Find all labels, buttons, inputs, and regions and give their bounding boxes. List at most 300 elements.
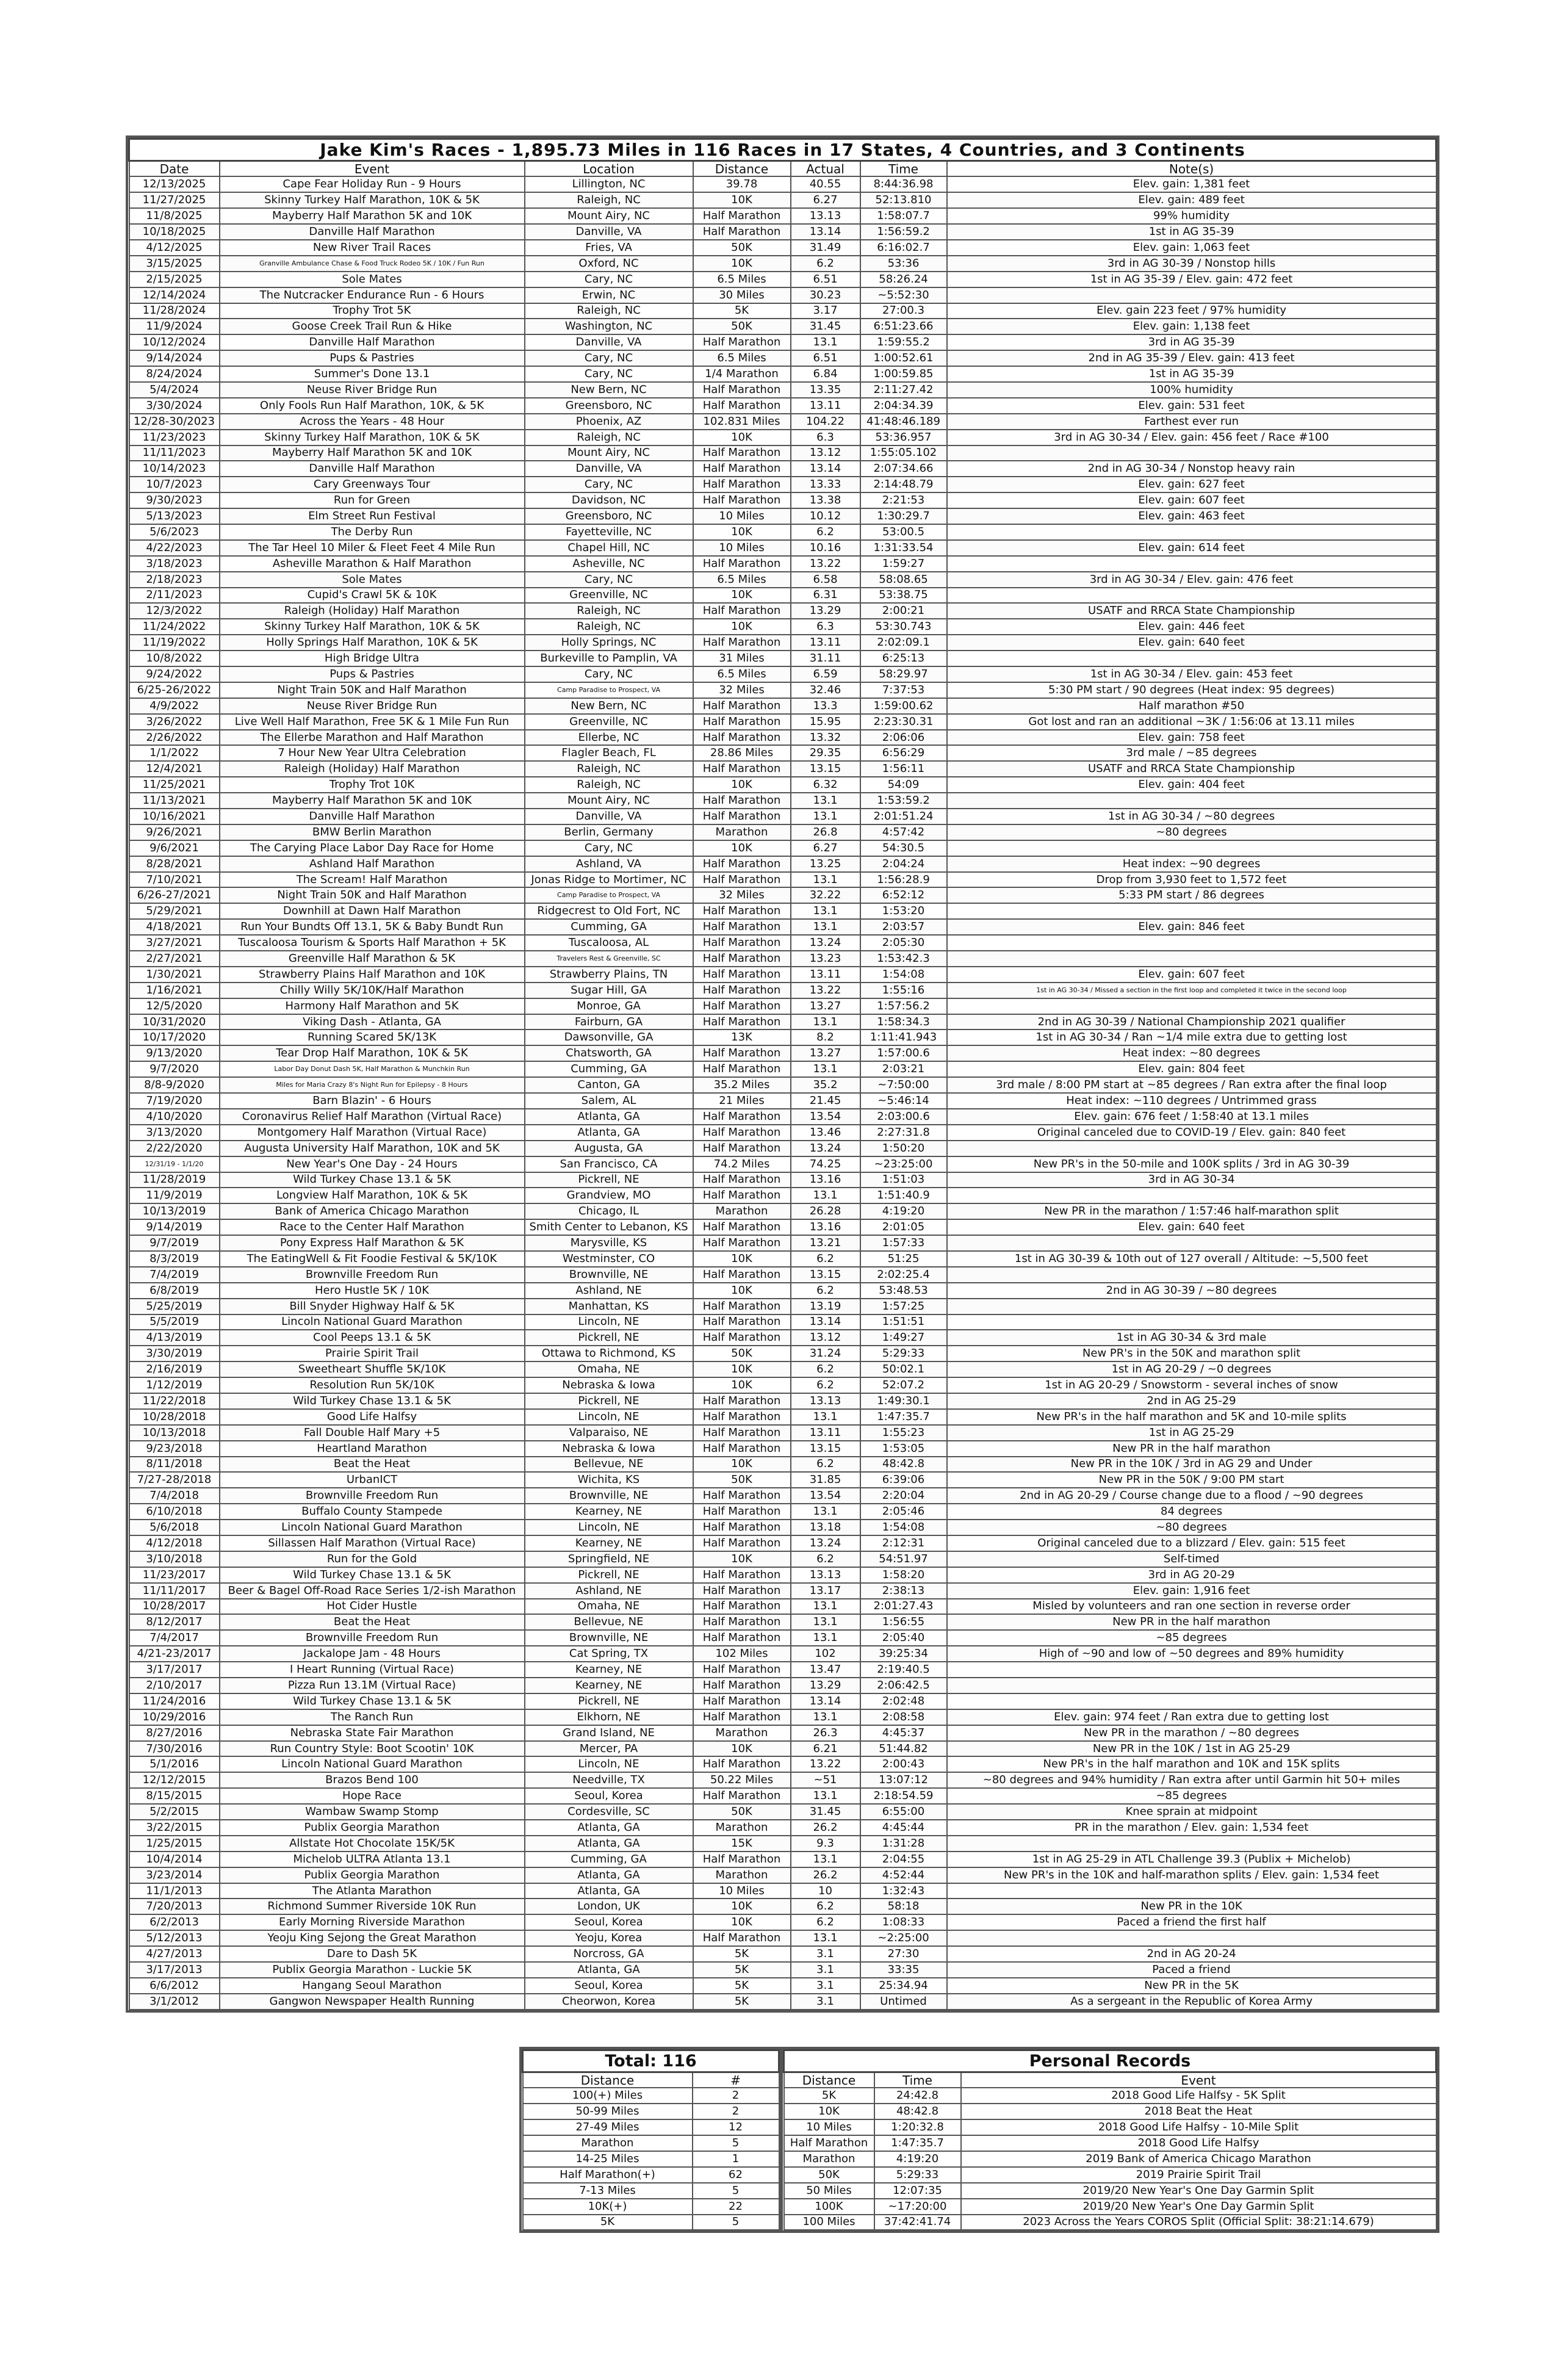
date-cell: 7/27-28/2018 [129,1472,220,1488]
race-row [129,1488,1436,1504]
notes-cell: Elev. gain: 404 feet [947,777,1436,793]
count-cell: 2 [693,2088,779,2104]
location-cell: Cary, NC [525,366,693,382]
date-cell: 10/13/2019 [129,1203,220,1219]
race-row [129,666,1436,682]
time-cell: 2:08:58 [860,1709,947,1725]
event-cell: Neuse River Bridge Run [220,382,525,398]
distance-cell: Half Marathon [693,935,791,951]
distance-cell: Half Marathon [693,1583,791,1599]
actual-cell: 13.22 [791,1756,860,1772]
notes-cell: USATF and RRCA State Championship [947,761,1436,777]
date-cell: 10/8/2022 [129,651,220,666]
actual-cell: 6.2 [791,1361,860,1377]
date-cell: 6/6/2012 [129,1978,220,1994]
date-cell: 3/26/2022 [129,714,220,730]
date-cell: 3/30/2019 [129,1346,220,1361]
notes-cell: 2nd in AG 20-24 [947,1946,1436,1962]
distance-cell: Marathon [693,1725,791,1741]
location-cell: Elkhorn, NE [525,1709,693,1725]
distance-category-cell: 5K [523,2215,693,2230]
time-cell: 2:06:42.5 [860,1678,947,1693]
race-row [129,366,1436,382]
distance-cell: 10K [693,619,791,635]
distance-cell: Half Marathon [693,1520,791,1535]
pr-time-cell: 1:20:32.8 [874,2119,961,2135]
date-cell: 12/12/2015 [129,1772,220,1788]
race-row [129,1820,1436,1836]
date-cell: 11/24/2016 [129,1693,220,1709]
distance-category-cell: 7-13 Miles [523,2183,693,2199]
date-cell: 2/18/2023 [129,572,220,588]
notes-cell: 2nd in AG 30-34 / Nonstop heavy rain [947,461,1436,477]
location-cell: Lincoln, NE [525,1520,693,1535]
notes-cell [947,1235,1436,1251]
race-row [129,1299,1436,1314]
totals-row [523,2119,779,2135]
race-row [129,224,1436,240]
actual-cell: 35.2 [791,1077,860,1093]
race-row [129,1109,1436,1125]
actual-cell: 6.51 [791,272,860,287]
notes-cell: Elev. gain: 804 feet [947,1061,1436,1077]
date-cell: 12/28-30/2023 [129,414,220,430]
time-cell: 1:51:40.9 [860,1188,947,1203]
race-row [129,777,1436,793]
notes-cell: 1st in AG 30-34 / ~80 degrees [947,809,1436,824]
race-row [129,809,1436,824]
location-cell: Raleigh, NC [525,761,693,777]
time-cell: 2:03:57 [860,919,947,935]
actual-cell: 10 [791,1883,860,1899]
actual-cell: 13.24 [791,1141,860,1156]
race-row [129,935,1436,951]
actual-cell: 13.12 [791,1330,860,1346]
event-cell: Cape Fear Holiday Run - 9 Hours [220,176,525,192]
date-cell: 5/6/2023 [129,524,220,540]
time-cell: 1:53:05 [860,1441,947,1457]
event-cell: Night Train 50K and Half Marathon [220,682,525,698]
location-cell: Nebraska & Iowa [525,1441,693,1457]
distance-cell: Half Marathon [693,1172,791,1188]
distance-cell: 6.5 Miles [693,350,791,366]
time-cell: 51:44.82 [860,1741,947,1757]
location-cell: Flagler Beach, FL [525,745,693,761]
time-cell: 52:07.2 [860,1377,947,1393]
distance-cell: Half Marathon [693,1141,791,1156]
date-cell: 11/24/2022 [129,619,220,635]
time-cell: 1:00:59.85 [860,366,947,382]
date-cell: 5/29/2021 [129,903,220,919]
time-cell: 6:16:02.7 [860,240,947,256]
distance-cell: Half Marathon [693,1045,791,1061]
totals-row [523,2199,779,2215]
distance-cell: 10K [693,192,791,208]
date-cell: 7/4/2019 [129,1267,220,1283]
time-cell: 1:00:52.61 [860,350,947,366]
time-cell: 6:39:06 [860,1472,947,1488]
distance-cell: 10K [693,1914,791,1930]
event-cell: The Nutcracker Endurance Run - 6 Hours [220,287,525,303]
race-row [129,303,1436,319]
actual-cell: ~51 [791,1772,860,1788]
event-cell: Live Well Half Marathon, Free 5K & 1 Mile Fun Run [220,714,525,730]
location-cell: Springfield, NE [525,1551,693,1567]
race-row [129,1061,1436,1077]
distance-cell: Half Marathon [693,872,791,888]
race-row [129,872,1436,888]
time-cell: 1:59:27 [860,556,947,572]
time-cell: 1:32:43 [860,1883,947,1899]
date-cell: 9/14/2024 [129,350,220,366]
race-row [129,1235,1436,1251]
location-cell: Canton, GA [525,1077,693,1093]
time-cell: 53:00.5 [860,524,947,540]
races-header-row [129,161,1436,177]
event-cell: Miles for Maria Crazy 8's Night Run for Epilepsy - 8 Hours [220,1077,525,1093]
location-cell: Kearney, NE [525,1662,693,1678]
actual-cell: 13.16 [791,1219,860,1235]
distance-cell: 35.2 Miles [693,1077,791,1093]
location-cell: Fries, VA [525,240,693,256]
pr-time-cell: 5:29:33 [874,2167,961,2183]
time-cell: 1:59:00.62 [860,698,947,714]
date-cell: 11/27/2025 [129,192,220,208]
personal-record-row [784,2151,1436,2167]
distance-cell: Half Marathon [693,1061,791,1077]
race-row [129,588,1436,604]
location-cell: Greensboro, NC [525,398,693,414]
pr-header-event: Event [961,2072,1436,2088]
location-cell: Westminster, CO [525,1251,693,1267]
race-row [129,1852,1436,1867]
event-cell: Race to the Center Half Marathon [220,1219,525,1235]
location-cell: Grand Island, NE [525,1725,693,1741]
date-cell: 9/24/2022 [129,666,220,682]
date-cell: 12/5/2020 [129,998,220,1014]
location-cell: Raleigh, NC [525,603,693,619]
date-cell: 11/28/2019 [129,1172,220,1188]
actual-cell: 6.27 [791,192,860,208]
distance-cell: Half Marathon [693,1788,791,1804]
location-cell: Travelers Rest & Greenville, SC [525,951,693,967]
distance-cell: 32 Miles [693,682,791,698]
race-row [129,1756,1436,1772]
distance-cell: 6.5 Miles [693,272,791,287]
notes-cell [947,935,1436,951]
date-cell: 2/26/2022 [129,730,220,746]
distance-cell: Half Marathon [693,903,791,919]
event-cell: I Heart Running (Virtual Race) [220,1662,525,1678]
pr-distance-cell: Half Marathon [784,2135,874,2151]
time-cell: 1:58:20 [860,1567,947,1583]
race-row [129,572,1436,588]
notes-cell: New PR in the 10K / 1st in AG 25-29 [947,1741,1436,1757]
time-cell: 1:55:05.102 [860,445,947,461]
location-cell: Ellerbe, NC [525,730,693,746]
date-cell: 11/22/2018 [129,1393,220,1409]
actual-cell: 10.12 [791,508,860,524]
race-row [129,603,1436,619]
location-cell: Cary, NC [525,666,693,682]
event-cell: The Derby Run [220,524,525,540]
location-cell: Danville, VA [525,461,693,477]
distance-cell: Half Marathon [693,1756,791,1772]
notes-cell [947,1188,1436,1203]
distance-category-cell: Half Marathon(+) [523,2167,693,2183]
date-cell: 7/20/2013 [129,1899,220,1914]
totals-row [523,2183,779,2199]
event-cell: Pups & Pastries [220,666,525,682]
date-cell: 10/29/2016 [129,1709,220,1725]
actual-cell: 10.16 [791,540,860,556]
date-cell: 12/31/19 - 1/1/20 [129,1156,220,1172]
event-cell: Early Morning Riverside Marathon [220,1914,525,1930]
event-cell: Wambaw Swamp Stomp [220,1804,525,1820]
time-cell: 1:58:07.7 [860,208,947,224]
time-cell: 2:05:30 [860,935,947,951]
notes-cell: 99% humidity [947,208,1436,224]
event-cell: The Atlanta Marathon [220,1883,525,1899]
notes-cell: 2nd in AG 25-29 [947,1393,1436,1409]
date-cell: 10/7/2023 [129,477,220,492]
time-cell: 53:36 [860,256,947,272]
distance-cell: Half Marathon [693,1235,791,1251]
totals-row [523,2088,779,2104]
notes-cell: Elev. gain: 463 feet [947,508,1436,524]
actual-cell: 13.35 [791,382,860,398]
date-cell: 2/15/2025 [129,272,220,287]
count-cell: 62 [693,2167,779,2183]
time-cell: 27:00.3 [860,303,947,319]
event-cell: Richmond Summer Riverside 10K Run [220,1899,525,1914]
distance-cell: Half Marathon [693,1709,791,1725]
race-row [129,272,1436,287]
distance-cell: 10K [693,1551,791,1567]
actual-cell: 13.1 [791,903,860,919]
time-cell: 7:37:53 [860,682,947,698]
date-cell: 3/30/2024 [129,398,220,414]
time-cell: 2:19:40.5 [860,1662,947,1678]
notes-cell: Elev. gain: 1,138 feet [947,319,1436,334]
location-cell: Atlanta, GA [525,1836,693,1852]
column-header-date: Date [129,161,220,177]
race-row [129,619,1436,635]
time-cell: 2:21:53 [860,492,947,508]
distance-cell: Half Marathon [693,1614,791,1630]
distance-cell: 10K [693,1361,791,1377]
notes-cell: Elev. gain: 607 feet [947,492,1436,508]
count-cell: 2 [693,2104,779,2119]
race-row [129,1583,1436,1599]
actual-cell: 6.3 [791,430,860,445]
date-cell: 11/11/2017 [129,1583,220,1599]
distance-cell: 74.2 Miles [693,1156,791,1172]
time-cell: 1:54:08 [860,967,947,983]
location-cell: Brownville, NE [525,1630,693,1646]
notes-cell: ~85 degrees [947,1788,1436,1804]
race-row [129,524,1436,540]
race-row [129,1457,1436,1473]
distance-cell: 102 Miles [693,1646,791,1662]
actual-cell: 6.32 [791,777,860,793]
race-row [129,540,1436,556]
actual-cell: 6.51 [791,350,860,366]
race-row [129,887,1436,903]
date-cell: 4/13/2019 [129,1330,220,1346]
notes-cell: 2nd in AG 30-39 / ~80 degrees [947,1283,1436,1299]
date-cell: 10/28/2018 [129,1409,220,1425]
actual-cell: 13.23 [791,951,860,967]
notes-cell: 1st in AG 35-39 [947,366,1436,382]
pr-event-cell: 2019/20 New Year's One Day Garmin Split [961,2199,1436,2215]
actual-cell: 26.2 [791,1867,860,1883]
distance-cell: Half Marathon [693,730,791,746]
notes-cell [947,287,1436,303]
race-row [129,730,1436,746]
time-cell: 1:47:35.7 [860,1409,947,1425]
notes-cell: 1st in AG 30-34 / Elev. gain: 453 feet [947,666,1436,682]
notes-cell: New PR in the half marathon [947,1614,1436,1630]
race-row [129,1978,1436,1994]
notes-cell [947,556,1436,572]
time-cell: ~5:46:14 [860,1093,947,1109]
event-cell: Run for Green [220,492,525,508]
race-row [129,1409,1436,1425]
actual-cell: 13.24 [791,935,860,951]
distance-cell: Half Marathon [693,1330,791,1346]
race-row [129,1899,1436,1914]
pr-distance-cell: 100K [784,2199,874,2215]
time-cell: 2:12:31 [860,1535,947,1551]
event-cell: Augusta University Half Marathon, 10K and 5K [220,1141,525,1156]
notes-cell: USATF and RRCA State Championship [947,603,1436,619]
distance-category-cell: Marathon [523,2135,693,2151]
location-cell: Ashland, VA [525,856,693,872]
notes-cell: New PR in the 50K / 9:00 PM start [947,1472,1436,1488]
event-cell: Run for the Gold [220,1551,525,1567]
time-cell: 6:56:29 [860,745,947,761]
time-cell: 2:02:25.4 [860,1267,947,1283]
actual-cell: 6.27 [791,840,860,856]
race-row [129,983,1436,998]
race-row [129,1946,1436,1962]
location-cell: Danville, VA [525,809,693,824]
pr-time-cell: 4:19:20 [874,2151,961,2167]
event-cell: High Bridge Ultra [220,651,525,666]
distance-cell: Half Marathon [693,477,791,492]
date-cell: 8/3/2019 [129,1251,220,1267]
race-row [129,1093,1436,1109]
actual-cell: 13.1 [791,1599,860,1615]
location-cell: Dawsonville, GA [525,1030,693,1045]
notes-cell [947,951,1436,967]
actual-cell: 13.32 [791,730,860,746]
actual-cell: 13.15 [791,1441,860,1457]
notes-cell: Heat index: ~80 degrees [947,1045,1436,1061]
race-row [129,1393,1436,1409]
notes-cell [947,903,1436,919]
distance-cell: Half Marathon [693,1188,791,1203]
pr-distance-cell: Marathon [784,2151,874,2167]
actual-cell: 13.15 [791,761,860,777]
race-row [129,903,1436,919]
race-row [129,1551,1436,1567]
time-cell: 53:36.957 [860,430,947,445]
date-cell: 11/25/2021 [129,777,220,793]
race-row [129,1836,1436,1852]
date-cell: 10/28/2017 [129,1599,220,1615]
location-cell: Pickrell, NE [525,1330,693,1346]
actual-cell: 13.47 [791,1662,860,1678]
distance-cell: 15K [693,1836,791,1852]
date-cell: 9/30/2023 [129,492,220,508]
actual-cell: 13.27 [791,1045,860,1061]
pr-distance-cell: 10K [784,2104,874,2119]
actual-cell: 6.2 [791,1251,860,1267]
distance-cell: 10K [693,1283,791,1299]
event-cell: Raleigh (Holiday) Half Marathon [220,603,525,619]
actual-cell: 13.1 [791,1788,860,1804]
event-cell: Hero Hustle 5K / 10K [220,1283,525,1299]
notes-cell [947,998,1436,1014]
race-row [129,840,1436,856]
event-cell: Pups & Pastries [220,350,525,366]
date-cell: 8/15/2015 [129,1788,220,1804]
distance-cell: Half Marathon [693,1125,791,1141]
event-cell: Danville Half Marathon [220,461,525,477]
time-cell: 1:57:00.6 [860,1045,947,1061]
actual-cell: 6.58 [791,572,860,588]
notes-cell: ~80 degrees [947,1520,1436,1535]
date-cell: 11/11/2023 [129,445,220,461]
distance-cell: 6.5 Miles [693,666,791,682]
time-cell: 2:14:48.79 [860,477,947,492]
notes-cell: 100% humidity [947,382,1436,398]
date-cell: 4/27/2013 [129,1946,220,1962]
time-cell: 13:07:12 [860,1772,947,1788]
notes-cell: 5:30 PM start / 90 degrees (Heat index: 95 degrees) [947,682,1436,698]
totals-header-distance: Distance [523,2072,693,2088]
location-cell: Danville, VA [525,224,693,240]
actual-cell: 13.12 [791,445,860,461]
event-cell: Publix Georgia Marathon [220,1820,525,1836]
event-cell: Buffalo County Stampede [220,1504,525,1520]
distance-cell: 10K [693,1377,791,1393]
event-cell: 7 Hour New Year Ultra Celebration [220,745,525,761]
race-row [129,492,1436,508]
personal-record-row [784,2215,1436,2230]
distance-cell: 10 Miles [693,1883,791,1899]
event-cell: Sole Mates [220,572,525,588]
race-row [129,1314,1436,1330]
event-cell: Coronavirus Relief Half Marathon (Virtual Race) [220,1109,525,1125]
event-cell: The EatingWell & Fit Foodie Festival & 5K/10K [220,1251,525,1267]
notes-cell [947,588,1436,604]
actual-cell: 31.49 [791,240,860,256]
notes-cell: ~80 degrees and 94% humidity / Ran extra after until Garmin hit 50+ miles [947,1772,1436,1788]
location-cell: Omaha, NE [525,1599,693,1615]
actual-cell: 13.16 [791,1172,860,1188]
event-cell: Dare to Dash 5K [220,1946,525,1962]
date-cell: 10/17/2020 [129,1030,220,1045]
actual-cell: 40.55 [791,176,860,192]
distance-cell: Half Marathon [693,1630,791,1646]
distance-cell: 10K [693,1741,791,1757]
actual-cell: 13.1 [791,1014,860,1030]
race-row [129,1614,1436,1630]
pr-header-distance: Distance [784,2072,874,2088]
